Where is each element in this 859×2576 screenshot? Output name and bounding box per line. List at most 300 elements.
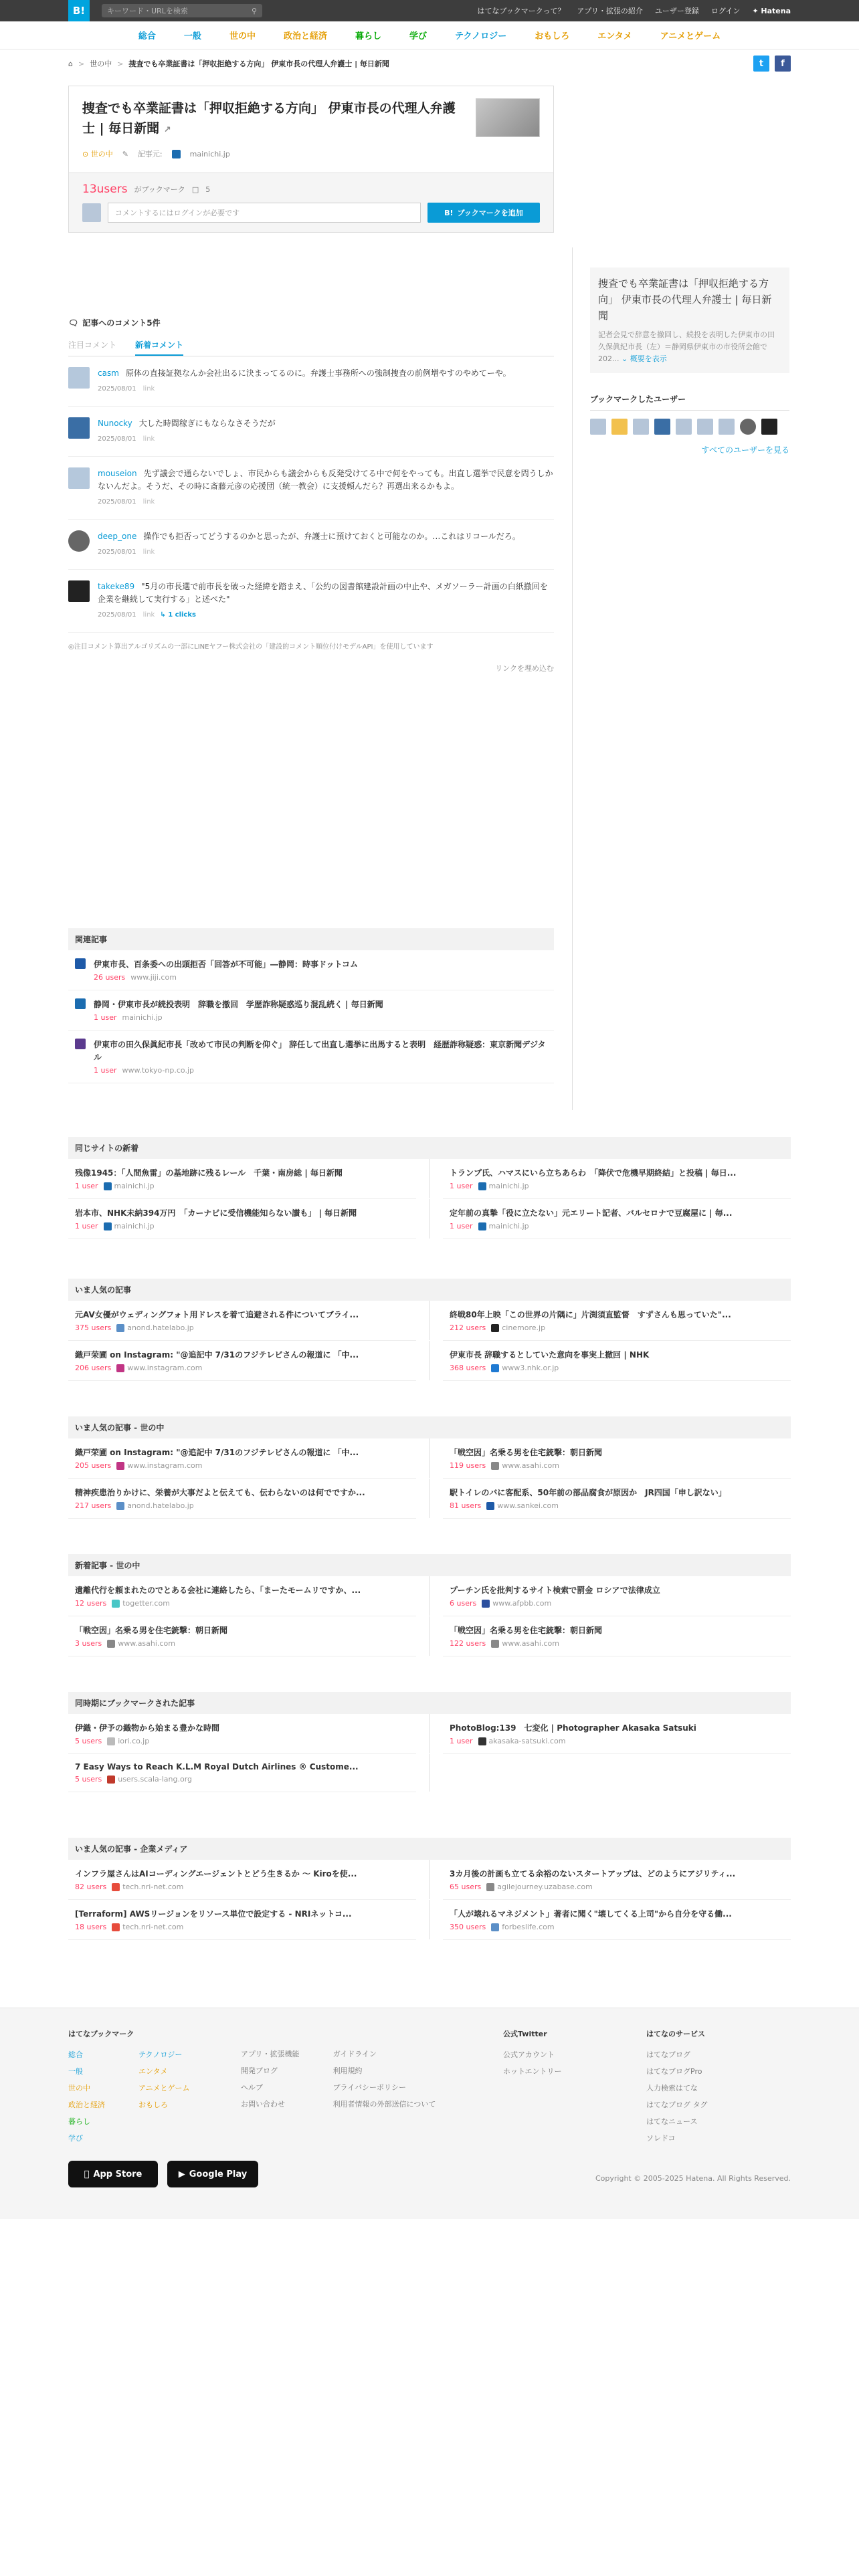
favicon xyxy=(478,1737,486,1745)
show-summary-label: 概要を表示 xyxy=(630,354,667,363)
comment-placeholder: コメントするにはログインが必要です xyxy=(115,209,240,217)
comments-title xyxy=(68,317,554,328)
nav-knowledge[interactable]: 学び xyxy=(409,31,427,41)
article-item[interactable] xyxy=(443,1159,791,1199)
users-count[interactable]: 1 user xyxy=(450,1222,473,1230)
comment-user[interactable]: mouseion xyxy=(98,469,137,478)
users-count[interactable]: 375 users xyxy=(75,1323,112,1332)
related-item-title[interactable]: 静岡・伊東市長が続投表明 辞職を撤回 学歴詐称疑惑巡り混乱続く | 毎日新聞 xyxy=(94,1000,383,1009)
footer-link[interactable]: はてなニュース xyxy=(646,2117,698,2126)
article-title[interactable]: 岩本市、NHK未納394万円 「カーナビに受信機能知らない讃も」 | 毎日新聞 xyxy=(75,1208,357,1218)
article-domain[interactable]: mainichi.jp xyxy=(114,1222,155,1230)
favicon xyxy=(482,1600,490,1608)
favicon xyxy=(478,1182,486,1190)
users-count[interactable]: 1 user xyxy=(94,1066,117,1075)
footer-link[interactable]: 学び xyxy=(68,2134,83,2143)
article-meta xyxy=(450,1461,784,1470)
related-domain[interactable]: www.tokyo-np.co.jp xyxy=(122,1066,194,1075)
article-item[interactable] xyxy=(68,1479,416,1519)
article-item[interactable] xyxy=(443,1860,791,1900)
avatar[interactable] xyxy=(761,419,777,435)
breadcrumb-title: 捜査でも卒業証書は「押収拒絶する方向」 伊東市長の代理人弁護士 | 毎日新聞 xyxy=(128,60,389,68)
article-item[interactable] xyxy=(443,1714,791,1754)
favicon xyxy=(104,1182,112,1190)
article-item[interactable] xyxy=(443,1199,791,1239)
article-domain[interactable]: www.asahi.com xyxy=(118,1639,175,1648)
article-item[interactable] xyxy=(443,1438,791,1479)
favicon xyxy=(491,1462,499,1470)
article-title[interactable]: [Terraform] AWSリージョンをリソース単位で設定する - NRIネットコ... xyxy=(75,1909,352,1919)
footer-link[interactable]: 一般 xyxy=(68,2067,83,2076)
favicon xyxy=(107,1776,115,1784)
search-icon[interactable]: ⚲ xyxy=(251,6,257,15)
nav-anime[interactable]: アニメとゲーム xyxy=(660,31,721,41)
entry-category[interactable]: ⊙ 世の中 xyxy=(82,150,113,158)
signup-link[interactable]: ユーザー登録 xyxy=(654,7,699,15)
add-bookmark-label: ブックマークを追加 xyxy=(457,209,523,217)
article-title[interactable]: PhotoBlog:139 七変化 | Photographer Akasaka Satsuki xyxy=(450,1723,696,1733)
article-title[interactable]: 元AV女優がウェディングフォト用ドレスを着て追避される件についてブライ... xyxy=(75,1310,359,1319)
comment-link[interactable]: link xyxy=(142,385,155,393)
avatar[interactable] xyxy=(590,419,606,435)
bookmarkers-title: ブックマークしたユーザー xyxy=(590,393,789,411)
favicon xyxy=(491,1364,499,1372)
article-domain[interactable]: www.instagram.com xyxy=(127,1461,203,1470)
article-meta xyxy=(75,1737,409,1745)
facebook-share-icon[interactable]: f xyxy=(775,56,791,72)
article-item[interactable] xyxy=(68,1714,416,1754)
article-domain[interactable]: tech.nri-net.com xyxy=(122,1883,184,1891)
article-domain[interactable]: togetter.com xyxy=(122,1599,170,1608)
related-item-meta xyxy=(94,973,358,982)
favicon xyxy=(116,1502,124,1510)
avatar[interactable] xyxy=(676,419,692,435)
article-meta xyxy=(75,1323,409,1332)
article-item[interactable] xyxy=(443,1479,791,1519)
comment-user[interactable]: deep_one xyxy=(98,532,137,541)
users-count[interactable]: 205 users xyxy=(75,1461,112,1470)
article-title[interactable]: 精神疾患治りかけに、栄養が大事だよと伝えても、伝わらないのは何でですか... xyxy=(75,1488,365,1497)
related-item-meta xyxy=(94,1013,383,1022)
nav-fun[interactable]: おもしろ xyxy=(535,31,570,41)
article-domain[interactable]: www3.nhk.or.jp xyxy=(502,1364,559,1372)
hatena-logo[interactable]: ✦ Hatena xyxy=(752,6,791,15)
nav-entertainment[interactable]: エンタメ xyxy=(597,31,632,41)
comment-count-icon: □ xyxy=(191,185,199,194)
footer-links-col-b xyxy=(138,2046,189,2147)
comment-text: 操作でも拒否ってどうするのかと思ったが、弁護士に預けておくと可能なのか。…これはリコールだろ。 xyxy=(143,532,520,541)
avatar[interactable] xyxy=(633,419,649,435)
footer-link[interactable]: アプリ・拡張機能 xyxy=(241,2050,300,2058)
tab-popular[interactable]: 注目コメント xyxy=(68,340,117,350)
users-count[interactable]: 6 users xyxy=(450,1599,477,1608)
article-grid xyxy=(68,1301,791,1381)
favicon xyxy=(112,1923,120,1931)
footer-link[interactable]: はてなブログ タグ xyxy=(646,2101,708,2109)
article-meta xyxy=(450,1737,784,1745)
article-title[interactable]: 「戦空因」名乗る男を住宅銃撃：朝日新聞 xyxy=(450,1448,603,1457)
nav-politics[interactable]: 政治と経済 xyxy=(283,31,327,41)
comment-meta xyxy=(98,433,554,445)
comment-user[interactable]: casm xyxy=(98,368,119,378)
apps-link[interactable]: アプリ・拡張の紹介 xyxy=(577,7,643,15)
summary-title[interactable]: 捜査でも卒業証書は「押収拒絶する方向」 伊東市長の代理人弁護士 | 毎日新聞 xyxy=(598,278,772,322)
comment-item xyxy=(68,407,554,457)
comment-meta xyxy=(98,609,554,621)
footer-link[interactable]: お問い合わせ xyxy=(241,2100,285,2109)
article-meta xyxy=(75,1599,409,1608)
footer-link[interactable]: はてなブログ xyxy=(646,2050,690,2059)
article-item[interactable] xyxy=(443,1576,791,1616)
users-count[interactable]: 1 user xyxy=(75,1182,98,1190)
article-meta xyxy=(450,1182,784,1190)
top-bar xyxy=(0,0,859,21)
nav-all[interactable]: 総合 xyxy=(138,31,156,41)
section-title: いま人気の記事 - 企業メディア xyxy=(68,1838,791,1860)
users-count[interactable]: 18 users xyxy=(75,1923,107,1931)
article-meta xyxy=(75,1222,409,1230)
footer-services-col xyxy=(646,2026,708,2147)
app-store-badge[interactable] xyxy=(68,2161,158,2187)
article-item[interactable] xyxy=(443,1616,791,1656)
related-item-title[interactable]: 伊東市の田久保眞紀市長「改めて市民の判断を仰ぐ」 辞任して出直し選挙に出馬すると表明 経歴詐称疑惑：東京新聞デジタル xyxy=(94,1040,546,1062)
article-item[interactable] xyxy=(68,1199,416,1239)
footer-link[interactable]: 公式アカウント xyxy=(503,2050,555,2059)
avatar[interactable] xyxy=(68,530,90,552)
article-domain[interactable]: www.asahi.com xyxy=(502,1461,559,1470)
article-item[interactable] xyxy=(68,1438,416,1479)
footer-link[interactable]: エンタメ xyxy=(138,2067,168,2076)
article-meta xyxy=(75,1501,409,1510)
source-favicon xyxy=(172,150,181,158)
article-title[interactable]: 駅トイレのバに客配系、50年前の部品腐食が原因か JR四国「申し訳ない」 xyxy=(450,1488,727,1497)
related-body xyxy=(94,958,358,982)
edit-icon[interactable]: ✎ xyxy=(122,149,128,158)
users-count[interactable]: 1 user xyxy=(94,1013,117,1022)
users-count[interactable]: 26 users xyxy=(94,973,126,982)
users-count[interactable]: 368 users xyxy=(450,1364,486,1372)
article-grid xyxy=(68,1714,791,1792)
nav-world[interactable]: 世の中 xyxy=(229,31,256,41)
entry-category-label: 世の中 xyxy=(90,150,113,158)
users-count[interactable]: 13users xyxy=(82,183,128,196)
article-item[interactable] xyxy=(68,1576,416,1616)
avatar[interactable] xyxy=(68,467,90,489)
favicon xyxy=(75,998,86,1009)
article-meta xyxy=(450,1639,784,1648)
sidebar xyxy=(590,267,789,455)
comment-date[interactable]: 2025/08/01 xyxy=(98,611,136,619)
summary-description-text: 記者会見で辞意を撤回し、続投を表明した伊東市の田久保眞紀市長（左）＝静岡県伊東市の市役所会館で202... xyxy=(598,330,775,363)
users-count[interactable]: 217 users xyxy=(75,1501,112,1510)
comment-clicks[interactable]: ↳ 1 clicks xyxy=(160,611,196,619)
twitter-share-icon[interactable]: t xyxy=(753,56,769,72)
footer-link[interactable]: ホットエントリー xyxy=(503,2067,562,2076)
comment-item xyxy=(68,457,554,520)
footer-link[interactable]: 利用者情報の外部送信について xyxy=(332,2100,436,2109)
footer-link[interactable]: アニメとゲーム xyxy=(138,2084,190,2092)
comment-user[interactable]: Nunocky xyxy=(98,419,132,428)
avatar[interactable] xyxy=(611,419,628,435)
nav-general[interactable]: 一般 xyxy=(183,31,201,41)
comment-text: 先ず議会で通らないでしょ、市民からも議会からも反発受けてる中で何をやっても。出直し選挙で民意を問うしかないんだよ。そうだ、その時に斎藤元彦の応援団（統一教会）に支援頼んだら？再選出来るかもよ。 xyxy=(98,469,553,491)
nav-tech[interactable]: テクノロジー xyxy=(455,31,507,41)
comment-date[interactable]: 2025/08/01 xyxy=(98,548,136,556)
popular-section xyxy=(68,1279,791,1381)
article-item[interactable] xyxy=(68,1159,416,1199)
footer-info-links xyxy=(241,2046,436,2113)
users-count[interactable]: 5 users xyxy=(75,1737,102,1745)
related-item-title[interactable]: 伊東市長、百条委への出頭拒否「回答が不可能」―静岡：時事ドットコム xyxy=(94,960,359,969)
related-item[interactable] xyxy=(68,1031,554,1083)
breadcrumb-category[interactable]: 世の中 xyxy=(90,60,112,68)
external-link-icon[interactable]: ↗ xyxy=(163,125,171,135)
users-count[interactable]: 350 users xyxy=(450,1923,486,1931)
article-domain[interactable]: mainichi.jp xyxy=(488,1182,529,1190)
comment-date[interactable]: 2025/08/01 xyxy=(98,435,136,443)
article-meta xyxy=(450,1599,784,1608)
avatar[interactable] xyxy=(68,367,90,389)
summary-description xyxy=(598,329,781,365)
favicon xyxy=(112,1883,120,1891)
article-item[interactable] xyxy=(68,1616,416,1656)
article-domain[interactable]: iori.co.jp xyxy=(118,1737,150,1745)
article-domain[interactable]: www.instagram.com xyxy=(127,1364,203,1372)
comment-link[interactable]: link xyxy=(142,548,155,556)
article-item[interactable] xyxy=(68,1301,416,1341)
bookmark-label: がブックマーク xyxy=(134,185,185,194)
footer-link[interactable]: 総合 xyxy=(68,2050,83,2059)
source-domain[interactable]: mainichi.jp xyxy=(189,149,230,158)
users-count[interactable]: 65 users xyxy=(450,1883,482,1891)
favicon xyxy=(491,1640,499,1648)
column-divider xyxy=(572,247,573,1110)
comment-clicks-count: 1 clicks xyxy=(168,611,196,619)
users-count[interactable]: 1 user xyxy=(75,1222,98,1230)
article-item[interactable] xyxy=(68,1341,416,1381)
search-input[interactable] xyxy=(102,4,262,17)
footer-link[interactable]: ソレドコ xyxy=(646,2134,676,2143)
footer-links-col-b xyxy=(333,2046,436,2113)
show-summary-link[interactable]: ⌄ 概要を表示 xyxy=(622,354,667,363)
users-count[interactable]: 212 users xyxy=(450,1323,486,1332)
article-item[interactable] xyxy=(68,1860,416,1900)
comment-item xyxy=(68,356,554,407)
users-count[interactable]: 5 users xyxy=(75,1775,102,1784)
footer-link[interactable]: ヘルプ xyxy=(241,2083,263,2092)
entry-footer xyxy=(69,173,553,232)
footer-link[interactable]: テクノロジー xyxy=(138,2050,183,2059)
article-domain[interactable]: agilejourney.uzabase.com xyxy=(497,1883,593,1891)
comment-text: 大した時間稼ぎにもならなさそうだが xyxy=(138,419,276,428)
entry-meta xyxy=(69,148,553,173)
article-grid xyxy=(68,1576,791,1656)
article-domain[interactable]: tech.nri-net.com xyxy=(122,1923,184,1931)
footer-info-col xyxy=(241,2046,436,2113)
comment-body xyxy=(98,417,554,445)
entry-title[interactable] xyxy=(82,98,465,140)
article-title[interactable]: 遺離代行を頼まれたのでとある会社に連絡したら、「まーたモームリですか、... xyxy=(75,1586,361,1595)
article-domain[interactable]: users.scala-lang.org xyxy=(118,1775,193,1784)
breadcrumb-separator: > xyxy=(78,59,85,68)
favicon xyxy=(75,958,86,969)
search-placeholder: キーワード・URLを検索 xyxy=(107,7,188,15)
google-play-badge[interactable] xyxy=(167,2161,258,2187)
favicon xyxy=(116,1364,124,1372)
article-item[interactable] xyxy=(68,1900,416,1940)
users-count[interactable]: 12 users xyxy=(75,1599,107,1608)
avatar[interactable] xyxy=(740,419,756,435)
section-title: いま人気の記事 xyxy=(68,1279,791,1301)
all-users-link[interactable]: すべてのユーザーを見る xyxy=(701,445,789,455)
article-domain[interactable]: mainichi.jp xyxy=(488,1222,529,1230)
users-count[interactable]: 119 users xyxy=(450,1461,486,1470)
article-item[interactable] xyxy=(68,1754,416,1792)
article-item[interactable] xyxy=(443,1341,791,1381)
article-title[interactable]: 伊織・伊予の織物から始まる豊かな時間 xyxy=(75,1723,220,1733)
comment-meta xyxy=(98,496,554,508)
hatena-bookmark-logo[interactable]: B! xyxy=(68,0,90,21)
article-title[interactable]: インフラ屋さんはAIコーディングエージェントとどう生きるか ～ Kiroを使... xyxy=(75,1869,357,1879)
users-count[interactable]: 206 users xyxy=(75,1364,112,1372)
footer-link[interactable]: 人力検索はてな xyxy=(646,2084,698,2092)
related-item[interactable] xyxy=(68,950,554,990)
article-title[interactable]: 伊東市長 辞職するとしていた意向を事実上撤回 | NHK xyxy=(450,1350,650,1360)
related-body xyxy=(94,998,383,1022)
section-title: 同時期にブックマークされた記事 xyxy=(68,1692,791,1714)
related-domain[interactable]: www.jiji.com xyxy=(130,973,177,982)
bookmark-comment-count: 5 xyxy=(205,185,211,194)
footer-link[interactable]: 利用規約 xyxy=(332,2066,363,2075)
favicon xyxy=(491,1923,499,1931)
comment-link[interactable]: link xyxy=(142,435,155,443)
footer-link[interactable]: 暮らし xyxy=(68,2117,90,2126)
article-item[interactable] xyxy=(443,1900,791,1940)
article-title[interactable]: 3カ月後の計画も立てる余裕のないスタートアップは、どのようにアジリティ... xyxy=(450,1869,736,1879)
article-title[interactable]: 織戸荣圃 on Instagram: "@追記中 7/31のフジテレビさんの報道に 「中... xyxy=(75,1350,359,1360)
article-title[interactable]: 残像1945：「人間魚雷」の基地跡に残るレール 千葉・南房総 | 毎日新聞 xyxy=(75,1168,343,1178)
article-title[interactable]: 定年前の真摯「役に立たない」元エリート記者、バルセロナで豆腐屋に | 毎... xyxy=(450,1208,733,1218)
users-count[interactable]: 1 user xyxy=(450,1737,473,1745)
breadcrumb xyxy=(0,49,859,78)
company-media-section xyxy=(68,1838,791,1940)
article-domain[interactable]: akasaka-satsuki.com xyxy=(488,1737,566,1745)
article-domain[interactable]: mainichi.jp xyxy=(114,1182,155,1190)
comment-body xyxy=(98,530,554,558)
footer-link[interactable]: 開発ブログ xyxy=(241,2066,278,2075)
comment-tabs xyxy=(68,339,554,356)
article-domain[interactable]: www.asahi.com xyxy=(502,1639,559,1648)
article-grid xyxy=(68,1860,791,1940)
favicon xyxy=(112,1600,120,1608)
article-domain[interactable]: www.afpbb.com xyxy=(492,1599,552,1608)
avatar[interactable] xyxy=(654,419,670,435)
comment-date[interactable]: 2025/08/01 xyxy=(98,385,136,393)
related-item-meta xyxy=(94,1066,547,1075)
article-meta xyxy=(75,1775,409,1784)
avatar[interactable] xyxy=(719,419,735,435)
same-site-section xyxy=(68,1137,791,1239)
footer-link[interactable]: 世の中 xyxy=(68,2084,90,2092)
footer-bookmark-col xyxy=(68,2026,189,2147)
add-bookmark-button[interactable]: B! ブックマークを追加 xyxy=(427,203,540,223)
article-item[interactable] xyxy=(443,1301,791,1341)
related-domain[interactable]: mainichi.jp xyxy=(122,1013,163,1022)
entry-thumbnail[interactable] xyxy=(476,98,540,137)
comment-link[interactable]: link xyxy=(142,611,155,619)
article-domain[interactable]: anond.hatelabo.jp xyxy=(127,1501,194,1510)
category-nav xyxy=(0,21,859,49)
entry-title-text[interactable]: 捜査でも卒業証書は「押収拒絶する方向」 伊東市長の代理人弁護士 | 毎日新聞 xyxy=(82,101,456,136)
source-label: 記事元: xyxy=(137,150,163,158)
article-title[interactable]: 「戦空因」名乗る男を住宅銃撃：朝日新聞 xyxy=(450,1626,603,1635)
article-domain[interactable]: www.sankei.com xyxy=(497,1501,559,1510)
comment-meta xyxy=(98,546,554,558)
article-title[interactable]: 「人が壊れるマネジメント」著者に聞く"壊してくる上司"から自分を守る働... xyxy=(450,1909,732,1919)
comment-input[interactable] xyxy=(108,203,421,223)
comment-icon: 🗨 xyxy=(68,318,79,328)
avatar[interactable] xyxy=(697,419,713,435)
users-count[interactable]: 1 user xyxy=(450,1182,473,1190)
article-domain[interactable]: forbeslife.com xyxy=(502,1923,555,1931)
google-play-label: Google Play xyxy=(189,2169,248,2179)
favicon xyxy=(75,1039,86,1049)
comment-date[interactable]: 2025/08/01 xyxy=(98,498,136,506)
new-world-section xyxy=(68,1554,791,1656)
comments-title-text: 記事へのコメント5件 xyxy=(82,318,161,328)
tab-new[interactable]: 新着コメント xyxy=(135,339,183,356)
footer-link[interactable]: プライバシーポリシー xyxy=(332,2083,407,2092)
article-grid xyxy=(68,1438,791,1519)
home-icon[interactable]: ⌂ xyxy=(68,59,73,68)
footer-category-links xyxy=(68,2046,189,2147)
breadcrumb-separator: > xyxy=(117,59,124,68)
favicon xyxy=(116,1324,124,1332)
footer-link[interactable]: 政治と経済 xyxy=(68,2101,105,2109)
article-title[interactable]: 終戦80年上映「この世界の片隅に」片渕須直監督 すずさんも思っていた"... xyxy=(450,1310,731,1319)
footer-link[interactable]: はてなブログPro xyxy=(646,2067,702,2076)
avatar[interactable] xyxy=(68,417,90,439)
avatar[interactable] xyxy=(68,580,90,602)
footer-link[interactable]: ガイドライン xyxy=(332,2050,377,2058)
embed-link-toggle[interactable]: リンクを埋め込む xyxy=(495,664,554,673)
comments-section xyxy=(68,317,554,673)
article-domain[interactable]: cinemore.jp xyxy=(502,1323,546,1332)
comment-user[interactable]: takeke89 xyxy=(98,582,135,591)
favicon xyxy=(104,1222,112,1230)
favicon xyxy=(486,1883,494,1891)
article-domain[interactable]: anond.hatelabo.jp xyxy=(127,1323,194,1332)
about-link[interactable]: はてなブックマークって？ xyxy=(477,7,565,15)
related-item[interactable] xyxy=(68,990,554,1031)
article-title[interactable]: 「戦空因」名乗る男を住宅銃撃：朝日新聞 xyxy=(75,1626,228,1635)
users-count[interactable]: 3 users xyxy=(75,1639,102,1648)
nav-life[interactable]: 暮らし xyxy=(355,31,381,41)
users-count[interactable]: 122 users xyxy=(450,1639,486,1648)
article-title[interactable]: 織戸荣圃 on Instagram: "@追記中 7/31のフジテレビさんの報道に 「中... xyxy=(75,1448,359,1457)
article-grid xyxy=(68,1159,791,1239)
comment-link[interactable]: link xyxy=(142,498,155,506)
article-title[interactable]: プーチン氏を批判するサイト検索で罰金 ロシアで法律成立 xyxy=(450,1586,660,1595)
article-title[interactable]: 7 Easy Ways to Reach K.L.M Royal Dutch Airlines ® Custome... xyxy=(75,1762,359,1772)
users-count[interactable]: 82 users xyxy=(75,1883,107,1891)
section-title: 新着記事 - 世の中 xyxy=(68,1554,791,1576)
login-link[interactable]: ログイン xyxy=(710,7,741,15)
footer-heading: 公式Twitter xyxy=(503,2030,547,2038)
users-count[interactable]: 81 users xyxy=(450,1501,482,1510)
article-title[interactable]: トランプ氏、ハマスにいら立ちあらわ 「降伏で危機早期終結」と投稿 | 毎日... xyxy=(450,1168,737,1178)
footer-link[interactable]: おもしろ xyxy=(138,2101,168,2109)
